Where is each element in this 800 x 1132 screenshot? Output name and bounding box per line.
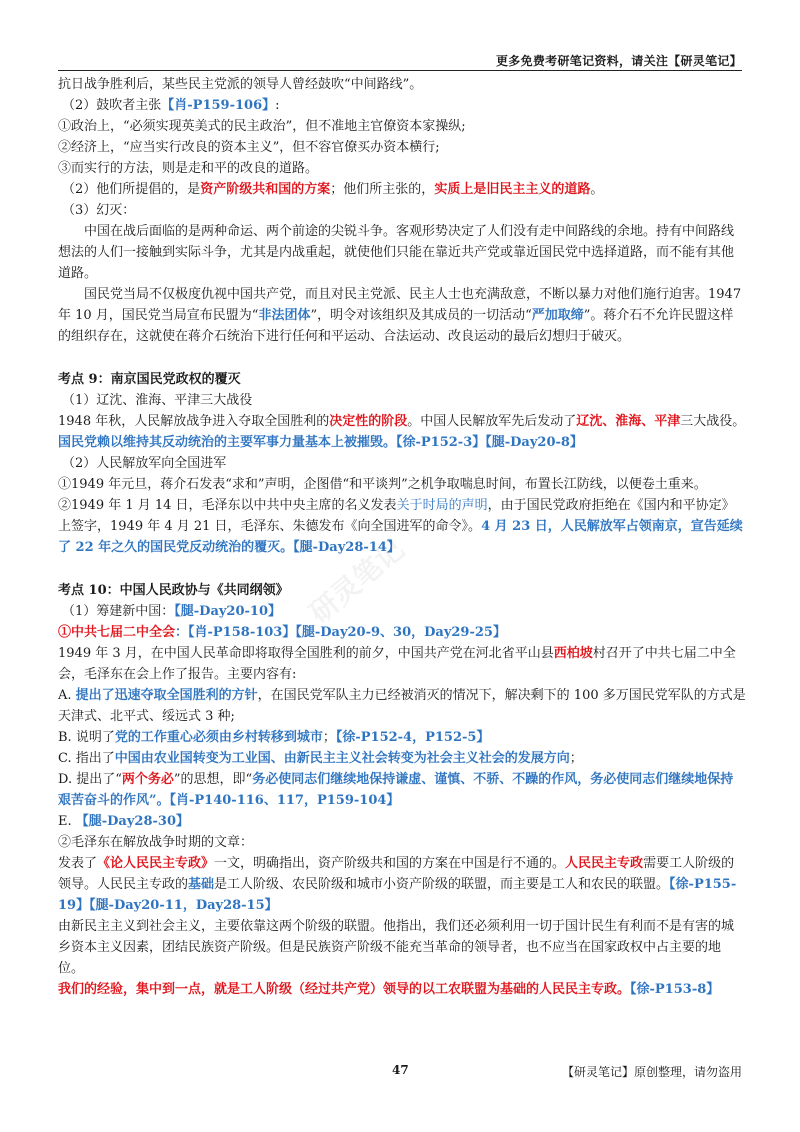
watermark: 研灵笔记: [303, 532, 411, 630]
list-item: A. 提出了迅速夺取全国胜利的方针，在国民党军队主力已经被消灭的情况下，解决剩下的 100 多万国民党军队的方式是天津式、北平式、绥远式 3 种;: [58, 688, 746, 724]
highlight: 中国由农业国转变为工业国、由新民主主义社会转变为社会主义社会的发展方向: [114, 751, 570, 766]
page-header: 更多免费考研笔记资料，请关注【研灵笔记】: [495, 54, 742, 68]
paragraph: 中国在战后面临的是两种命运、两个前途的尖锐斗争。客观形势决定了人们没有走中间路线的余地。持有中间路线想法的人们一接触到实际斗争，尤其是内战重起，就使他们只能在靠近共产党或靠近国民党中选择道路，而不能有其他道路。: [58, 224, 735, 281]
highlight: 基础: [188, 877, 215, 892]
list-item: ②1949 年 1 月 14 日，毛泽东以中共中央主席的名义发表关于时局的声明，由于国民党政府拒绝在《国内和平协定》上签字，1949 年 4 月 21 日，毛泽东、朱德发布《向全国进军的命令》。4 月 23 日，人民解放军占领南京，宣告延续了 22 年之久的国民党反动统治的覆灭。【腿-Day28-14】: [58, 498, 743, 555]
highlight: 非法团体: [258, 308, 311, 323]
paragraph: 国民党当局不仅极度仇视中国共产党，而且对民主党派、民主人士也充满敌意，不断以暴力对他们施行迫害。1947 年 10 月，国民党当局宣布民盟为“非法团体”，明令对该组织及其成员的一切活动“严加取缔”。蒋介石不允许民盟这样的组织存在，这就使在蒋介石统治下进行任何和平运动、合法运动、改良运动的最后幻想归于破灭。: [58, 287, 742, 344]
highlight: 关于时局的声明: [396, 498, 488, 513]
subheading: （1）筹建新中国：【腿-Day20-10】: [62, 604, 282, 619]
highlight: 西柏坡: [553, 646, 593, 661]
paragraph: [58, 979, 746, 1000]
citation: ”。【肖-P140-116、117，P159-104】: [149, 793, 400, 808]
list-item: B. 说明了党的工作重心必须由乡村转移到城市；【徐-P152-4，P152-5】: [58, 730, 490, 745]
highlight: 辽沈、淮海、平津: [576, 414, 681, 429]
header-divider: [58, 70, 742, 71]
list-item: [58, 622, 746, 643]
highlight: 提出了迅速夺取全国胜利的方针: [75, 688, 258, 703]
paragraph: 抗日战争胜利后，某些民主党派的领导人曾经鼓吹“中间路线”。: [58, 77, 423, 92]
subheading-disillusion: （3）幻灭：: [62, 203, 136, 218]
highlight: 4 月 23 日，人民解放军占领南京，宣告延续了 22 年之久的国民党反动统治的覆灭。【腿-Day28-14】: [58, 519, 743, 555]
list-item: C. 指出了中国由农业国转变为工业国、由新民主主义社会转变为社会主义社会的发展方向；: [58, 751, 583, 766]
highlight: 务必使同志们继续地保持谦虚、谨慎、不骄、不躁的作风，务必使同志们继续地保持艰苦奋斗的作风: [58, 772, 734, 808]
paragraph: 发表了《论人民民主专政》一文，明确指出，资产阶级共和国的方案在中国是行不通的。人民民主专政需要工人阶级的领导。人民民主专政的基础是工人阶级、农民阶级和城市小资产阶级的联盟，而主要是工人和农民的联盟。【徐-P155-19】【腿-Day20-11，Day28-15】: [58, 856, 737, 913]
list-item: D. 提出了“两个务必”的思想，即“务必使同志们继续地保持谦虚、谨慎、不骄、不躁的作风，务必使同志们继续地保持艰苦奋斗的作风”。【肖-P140-116、117，P159-104】: [58, 772, 734, 808]
highlight: 严加取缔: [531, 308, 584, 323]
list-item: ③而实行的方法，则是走和平的改良的道路。: [58, 161, 319, 176]
paragraph: 1949 年 3 月，在中国人民革命即将取得全国胜利的前夕，中国共产党在河北省平山县西柏坡村召开了中共七届二中全会，毛泽东在会上作了报告。主要内容有:: [58, 646, 736, 682]
highlight: 实质上是旧民主主义的道路: [434, 182, 591, 197]
highlight: 资产阶级共和国的方案: [200, 182, 331, 197]
highlight: 决定性的阶段: [329, 414, 408, 429]
subheading-proponents: （2）鼓吹者主张【肖-P159-106】:: [62, 98, 280, 113]
highlight: 党的工作重心必须由乡村转移到城市: [114, 730, 323, 745]
highlight: 国民党赖以维持其反动统治的主要军事力量基本上被摧毁。【徐-P152-3】【腿-Day20-8】: [58, 435, 583, 450]
list-item: ②毛泽东在解放战争时期的文章：: [58, 835, 254, 850]
list-item: ②经济上，“应当实行改良的资本主义”，但不容官僚买办资本横行;: [58, 140, 440, 155]
footer-note: 【研灵笔记】原创整理，请勿盗用: [561, 1065, 742, 1079]
highlight: 人民民主专政: [565, 856, 644, 871]
highlight: ①中共七届二中全会: [58, 625, 176, 640]
citation: 【徐-P152-4，P152-5】: [335, 730, 490, 745]
citation: 【徐-P155-19】【腿-Day20-11，Day28-15】: [58, 877, 737, 913]
section-title-9: 考点 9：南京国民党政权的覆灭: [58, 372, 241, 387]
highlight: 两个务必: [121, 772, 174, 787]
citation: 【徐-P153-8】: [630, 982, 720, 997]
list-item: E. 【腿-Day28-30】: [58, 814, 189, 829]
paragraph: 由新民主主义到社会主义，主要依靠这两个阶级的联盟。他指出，我们还必须利用一切于国计民生有利而不是有害的城乡资本主义因素，团结民族资产阶级。但是民族资产阶级不能充当革命的领导者，也不应当在国家政权中占主要的地位。: [58, 919, 735, 976]
section-title-10: 考点 10：中国人民政协与《共同纲领》: [58, 583, 289, 598]
highlight: 我们的经验，集中到一点，就是工人阶级（经过共产党）领导的以工农联盟为基础的人民民主专政。: [58, 982, 631, 997]
highlight: 《论人民民主专政》: [97, 856, 215, 871]
subheading: （2）人民解放军向全国进军: [62, 456, 227, 471]
subheading: （1）辽沈、淮海、平津三大战役: [62, 393, 253, 408]
citation: 【肖-P159-106】: [161, 98, 276, 113]
citation: 【腿-Day28-30】: [75, 814, 189, 829]
citation: 【腿-Day20-10】: [174, 604, 282, 619]
page-number: 47: [392, 1063, 409, 1077]
list-item: ①1949 年元旦，蒋介石发表“求和”声明，企图借“和平谈判”之机争取喘息时间，布置长江防线，以便卷土重来。: [58, 477, 707, 492]
page-content: [58, 74, 746, 1000]
citation: ：【肖-P158-103】【腿-Day20-9、30，Day29-25】: [175, 625, 506, 640]
list-item: ①政治上，“必须实现英美式的民主政治”，但不准地主官僚资本家操纵;: [58, 119, 466, 134]
paragraph: 1948 年秋，人民解放战争进入夺取全国胜利的决定性的阶段。中国人民解放军先后发动了辽沈、淮海、平津三大战役。国民党赖以维持其反动统治的主要军事力量基本上被摧毁。【徐-P152-3】【腿-Day20-8】: [58, 414, 746, 450]
paragraph: （2）他们所提倡的，是资产阶级共和国的方案；他们所主张的，实质上是旧民主主义的道路。: [62, 182, 604, 197]
